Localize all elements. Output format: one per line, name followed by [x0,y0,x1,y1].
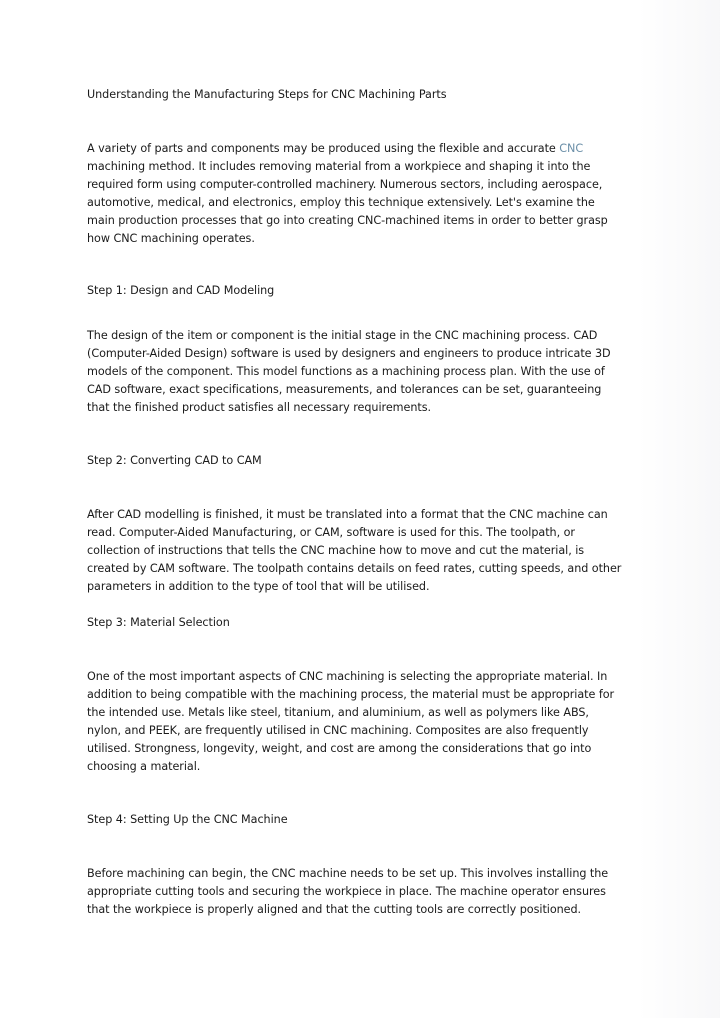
paragraph-line: nylon, and PEEK, are frequently utilised in CNC machining. Composites are also frequently [87,724,589,737]
title-text: Understanding the Manufacturing Steps for CNC Machining Parts [87,88,447,101]
paragraph-line: addition to being compatible with the machining process, the material must be appropriate for [87,688,615,701]
section-heading-step-1 [87,282,635,300]
heading-text: Step 2: Converting CAD to CAM [87,454,262,467]
paragraph-line: read. Computer-Aided Manufacturing, or CAM, software is used for this. The toolpath, or [87,526,575,539]
page-edge-shadow [638,0,720,1018]
paragraph-line: how CNC machining operates. [87,232,255,245]
intro-text: A variety of parts and components may be produced using the flexible and accurate [87,142,560,155]
paragraph-line: machining method. It includes removing material from a workpiece and shaping it into the [87,160,591,173]
paragraph-line: Before machining can begin, the CNC machine needs to be set up. This involves installing the [87,867,609,880]
cnc-link[interactable]: CNC [559,142,584,155]
paragraph-line: CAD software, exact specifications, measurements, and tolerances can be set, guaranteeing [87,383,602,396]
section-paragraph-step-1 [87,327,635,417]
paragraph-line: models of the component. This model functions as a machining process plan. With the use of [87,365,605,378]
paragraph-line: that the finished product satisfies all necessary requirements. [87,401,431,414]
intro-paragraph [87,140,635,248]
paragraph-line: collection of instructions that tells the CNC machine how to move and cut the material, is [87,544,585,557]
heading-text: Step 3: Material Selection [87,616,230,629]
section-heading-step-2 [87,452,635,470]
paragraph-line: required form using computer-controlled machinery. Numerous sectors, including aerospace, [87,178,603,191]
paragraph-line: the intended use. Metals like steel, titanium, and aluminium, as well as polymers like ABS, [87,706,589,719]
paragraph-line [87,140,635,158]
document-title [87,86,635,104]
paragraph-line: that the workpiece is properly aligned and that the cutting tools are correctly positioned. [87,903,582,916]
section-paragraph-step-4 [87,865,635,919]
section-heading-step-4 [87,811,635,829]
paragraph-line: appropriate cutting tools and securing the workpiece in place. The machine operator ensures [87,885,606,898]
paragraph-line: utilised. Strongness, longevity, weight, and cost are among the considerations that go into [87,742,592,755]
section-paragraph-step-3 [87,668,635,776]
paragraph-line: created by CAM software. The toolpath contains details on feed rates, cutting speeds, and other [87,562,622,575]
paragraph-line: automotive, medical, and electronics, employ this technique extensively. Let's examine the [87,196,595,209]
heading-text: Step 4: Setting Up the CNC Machine [87,813,288,826]
paragraph-line: choosing a material. [87,760,201,773]
paragraph-line: parameters in addition to the type of tool that will be utilised. [87,580,430,593]
paragraph-line: After CAD modelling is finished, it must be translated into a format that the CNC machine can [87,508,608,521]
paragraph-line: (Computer-Aided Design) software is used by designers and engineers to produce intricate 3D [87,347,611,360]
paragraph-line: One of the most important aspects of CNC machining is selecting the appropriate material. In [87,670,608,683]
paragraph-line: The design of the item or component is the initial stage in the CNC machining process. CAD [87,329,598,342]
paragraph-line: main production processes that go into creating CNC-machined items in order to better grasp [87,214,608,227]
heading-text: Step 1: Design and CAD Modeling [87,284,275,297]
section-heading-step-3 [87,614,635,632]
section-paragraph-step-2 [87,506,635,596]
